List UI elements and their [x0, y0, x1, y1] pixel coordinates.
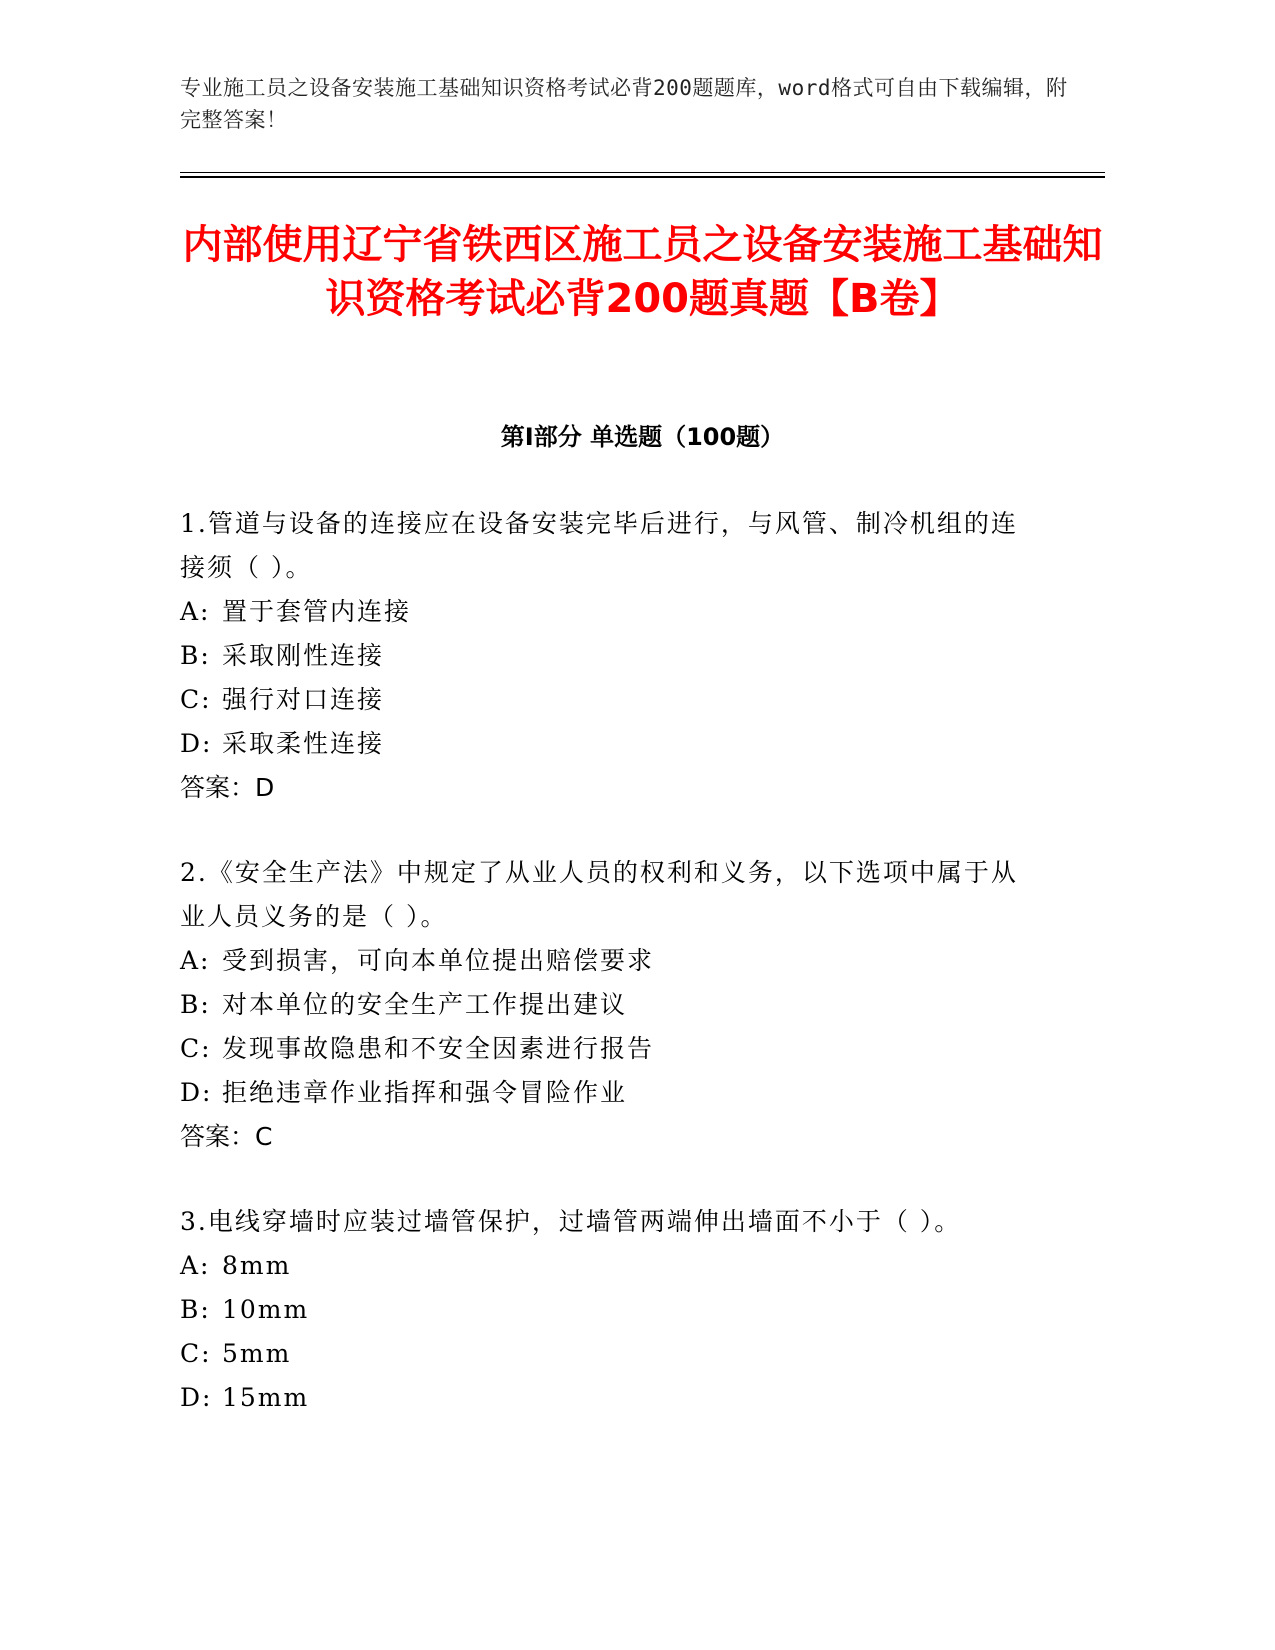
question-1	[180, 502, 1040, 810]
question-stem: 3.电线穿墙时应装过墙管保护，过墙管两端伸出墙面不小于（ ）。	[180, 1207, 962, 1236]
header-note: 专业施工员之设备安装施工基础知识资格考试必背200题题库，word格式可自由下载编辑，附完整答案！	[180, 76, 1068, 132]
option-letter: A:	[180, 597, 211, 626]
question-3	[180, 1200, 1040, 1420]
option-text: 8mm	[222, 1251, 292, 1280]
question-stem: 1.管道与设备的连接应在设备安装完毕后进行，与风管、制冷机组的连接须（ ）。	[180, 509, 1018, 582]
option-letter: C:	[180, 685, 212, 714]
option-a	[180, 590, 1040, 634]
option-text: 10mm	[222, 1295, 310, 1324]
option-d	[180, 1376, 1040, 1420]
option-c	[180, 678, 1040, 722]
option-text: 15mm	[222, 1383, 310, 1412]
document-title: 内部使用辽宁省铁西区施工员之设备安装施工基础知识资格考试必背200题真题【B卷】	[182, 222, 1103, 322]
option-b	[180, 634, 1040, 678]
option-letter: A:	[180, 946, 211, 975]
answer-label: 答案：D	[180, 773, 275, 802]
option-d	[180, 1071, 1040, 1115]
option-letter: B:	[180, 1295, 211, 1324]
option-letter: D:	[180, 1078, 213, 1107]
answer-label: 答案：C	[180, 1122, 273, 1151]
option-text: 置于套管内连接	[222, 597, 412, 626]
option-text: 采取柔性连接	[222, 729, 385, 758]
header-divider-thick	[180, 176, 1105, 178]
option-letter: C:	[180, 1339, 212, 1368]
option-text: 发现事故隐患和不安全因素进行报告	[222, 1034, 655, 1063]
option-text: 拒绝违章作业指挥和强令冒险作业	[222, 1078, 628, 1107]
option-c	[180, 1027, 1040, 1071]
option-text: 5mm	[222, 1339, 292, 1368]
option-letter: B:	[180, 990, 211, 1019]
option-text: 受到损害，可向本单位提出赔偿要求	[222, 946, 655, 975]
option-letter: D:	[180, 1383, 213, 1412]
option-b	[180, 983, 1040, 1027]
option-c	[180, 1332, 1040, 1376]
section-title: 第Ⅰ部分 单选题（100题）	[500, 423, 785, 451]
option-letter: B:	[180, 641, 211, 670]
option-text: 对本单位的安全生产工作提出建议	[222, 990, 628, 1019]
option-text: 强行对口连接	[222, 685, 385, 714]
option-letter: C:	[180, 1034, 212, 1063]
option-letter: A:	[180, 1251, 211, 1280]
option-letter: D:	[180, 729, 213, 758]
option-text: 采取刚性连接	[222, 641, 385, 670]
question-stem: 2.《安全生产法》中规定了从业人员的权利和义务，以下选项中属于从业人员义务的是（ ）。	[180, 858, 1018, 931]
option-a	[180, 1244, 1040, 1288]
option-a	[180, 939, 1040, 983]
question-2	[180, 851, 1040, 1159]
option-b	[180, 1288, 1040, 1332]
option-d	[180, 722, 1040, 766]
header-divider-thin	[180, 172, 1105, 173]
